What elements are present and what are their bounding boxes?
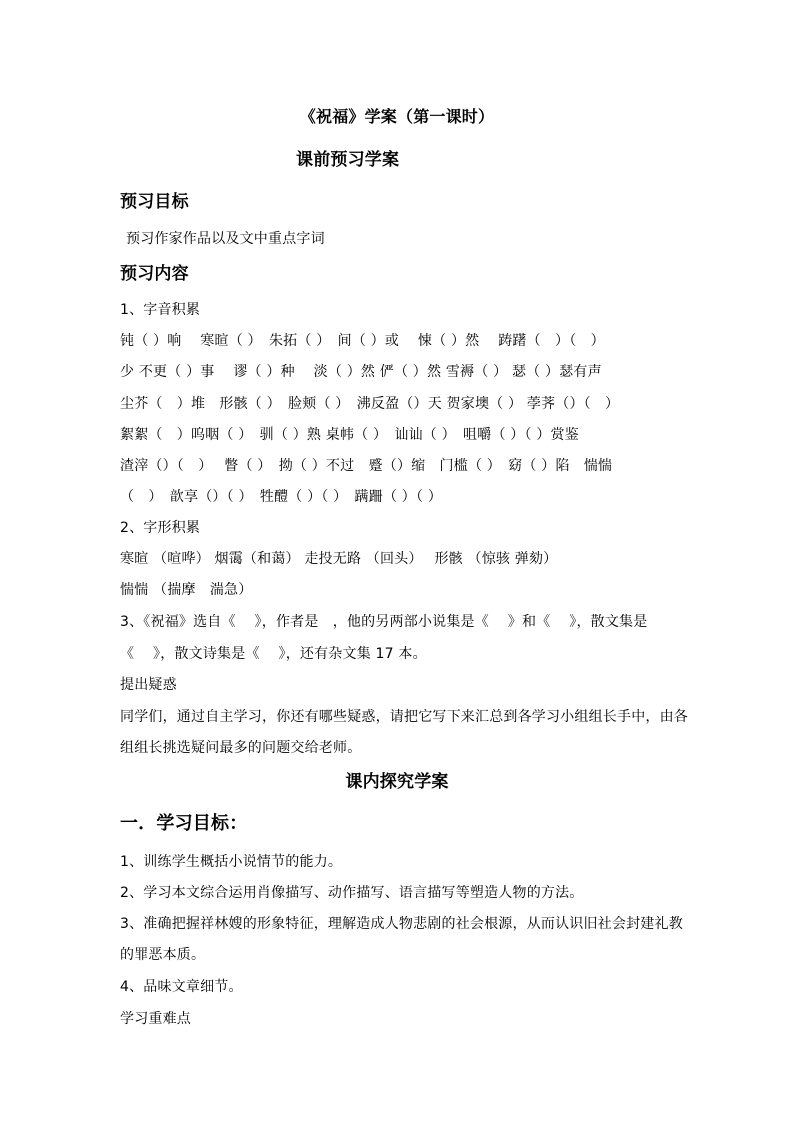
pronunciation-line: 絮絮（ ）呜咽（ ） 驯（ ）熟 桌帏（ ） 讪讪（ ） 咀嚼（ ）（ ）赏鉴 [120,427,579,443]
goal-heading: 预习目标 [120,192,189,212]
document-title: 《祝福》学案（第一课时） [299,107,495,126]
key-points-heading: 学习重难点 [120,1011,191,1027]
pronunciation-line: 钝（ ）响 寒暄（ ） 朱拓（ ） 间（ ）或 悚（ ）然 踌躇（ ）（ ） [120,333,605,349]
item3-line: 3、《祝福》选自《 》，作者是 ，他的另两部小说集是《 》和《 》，散文集是 [120,614,648,630]
doubt-line: 组组长挑选疑问最多的问题交给老师。 [120,740,362,756]
objectives-heading: 一．学习目标： [120,813,248,834]
pronunciation-line: 少 不更（ ）事 谬（ ）种 淡（ ）然 俨（ ）然 雪褥（ ） 瑟（ ）瑟有声 [120,364,602,380]
shape-line: 惴惴 （揣摩 湍急） [120,582,253,598]
goal-text: 预习作家作品以及文中重点字词 [126,231,325,247]
inclass-heading: 课内探究学案 [345,772,449,792]
pronunciation-line: （ ） 歆享（）（ ） 牲醴（ ）（ ） 蹒跚（ ）（ ） [120,489,443,505]
item2-title: 2、字形积累 [120,520,201,536]
objective-item: 2、学习本文综合运用肖像描写、动作描写、语言描写等塑造人物的方法。 [120,885,584,901]
content-heading: 预习内容 [120,264,189,284]
pronunciation-line: 尘芥（ ）堆 形骸（ ） 脸颊（ ） 沸反盈（）天 贺家墺（ ） 荸荠（）（ ） [120,396,620,412]
objective-item: 3、准确把握祥林嫂的形象特征，理解造成人物悲剧的社会根源，从而认识旧社会封建礼教 [120,916,683,932]
item1-title: 1、字音积累 [120,302,201,318]
objective-item: 1、训练学生概括小说情节的能力。 [120,854,343,870]
shape-line: 寒暄 （喧哗） 烟霭（和蔼） 走投无路 （回头） 形骸 （惊骇 弹劾） [120,551,558,567]
objective-item: 的罪恶本质。 [120,947,206,963]
pronunciation-line: 渣滓（）（ ） 瞥（ ） 拗（ ）不过 蹙（）缩 门槛（ ） 窈（ ）陷 惴惴 [120,458,613,474]
objective-item: 4、品味文章细节。 [120,979,243,995]
item3-line: 《 》，散文诗集是《 》，还有杂文集 17 本。 [120,646,427,662]
doubt-line: 同学们，通过自主学习，你还有哪些疑惑，请把它写下来汇总到各学习小组组长手中，由各 [120,709,688,725]
doubt-heading: 提出疑惑 [120,677,177,693]
preview-heading: 课前预习学案 [296,150,400,170]
